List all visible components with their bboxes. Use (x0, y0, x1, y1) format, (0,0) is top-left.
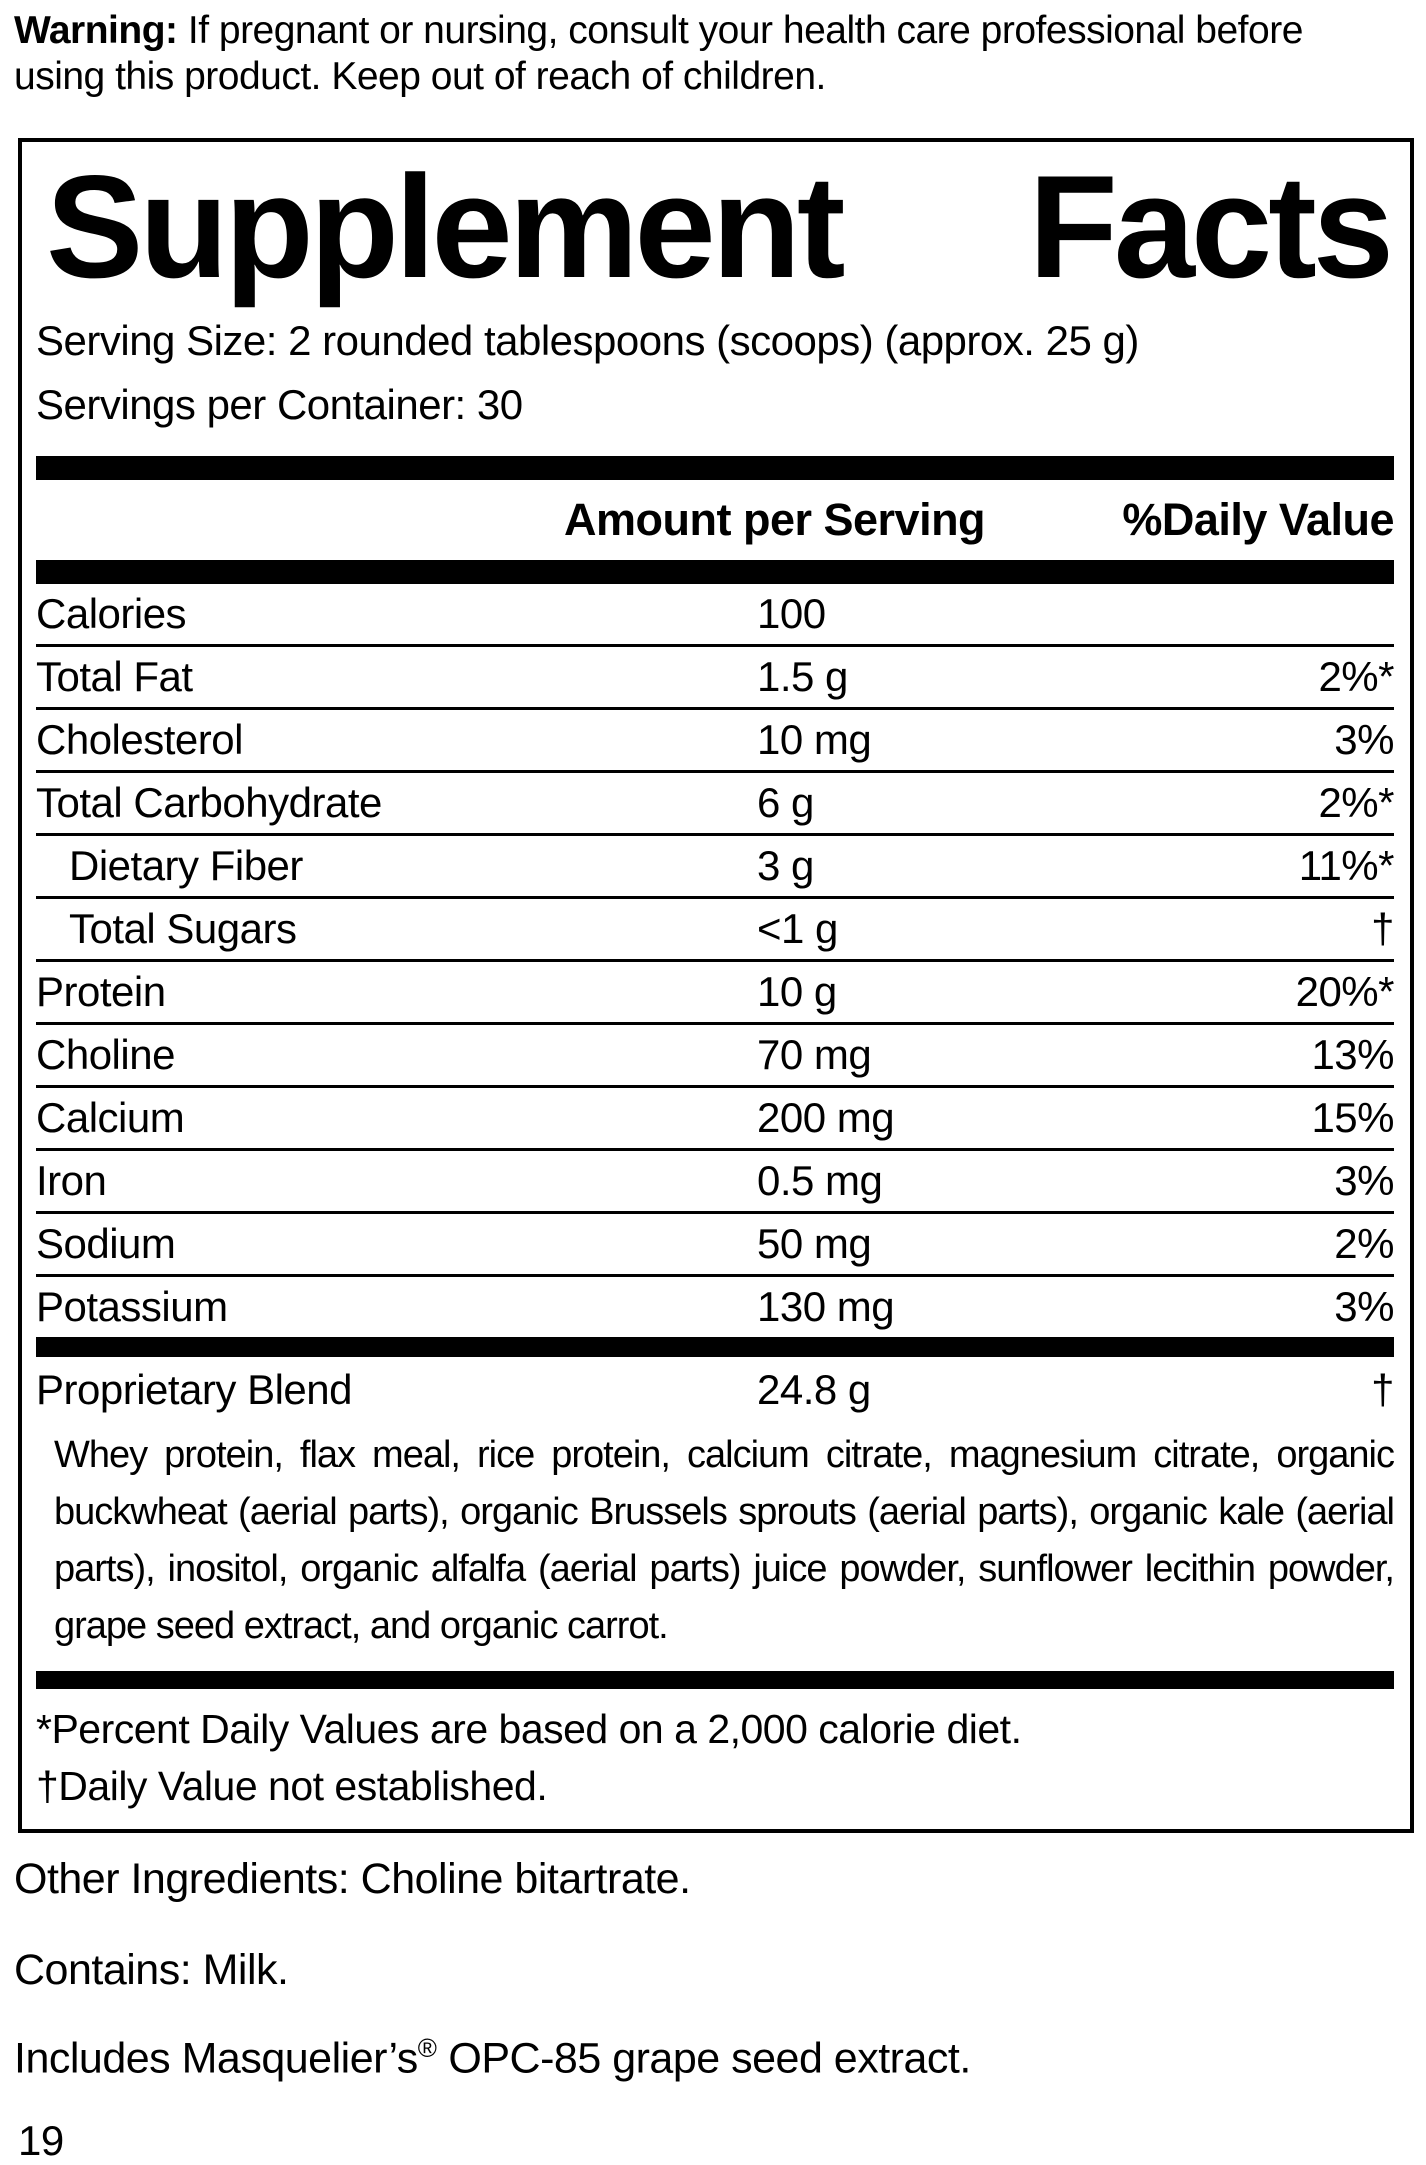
row-calories (36, 584, 1394, 644)
row-choline (36, 1022, 1394, 1085)
nutrient-amount: 24.8 g (757, 1366, 871, 1413)
supplement-facts-panel (18, 138, 1414, 1833)
nutrient-amount: 200 mg (757, 1094, 895, 1141)
nutrient-name: Protein (36, 968, 166, 1015)
row-calcium (36, 1085, 1394, 1148)
nutrient-name: Proprietary Blend (36, 1366, 352, 1413)
nutrient-amount: 1.5 g (757, 653, 848, 700)
nutrient-amount: 50 mg (757, 1220, 872, 1267)
contains-line: Contains: Milk. (14, 1946, 289, 1994)
includes-suffix: OPC-85 grape seed extract. (436, 2034, 971, 2083)
row-iron (36, 1148, 1394, 1211)
blend-description: Whey protein, flax meal, rice protein, calcium citrate, magnesium citrate, organic buckwheat (aerial parts), organic Brussels sprouts (aerial parts), organic kale (aerial parts), inositol, organic alfalfa (aerial parts) juice powder, sunflower lecithin powder, grape seed extract, and organic carrot. (54, 1434, 1394, 1647)
thick-divider-blend (36, 1337, 1394, 1357)
nutrient-amount: 10 g (757, 968, 837, 1015)
page-number: 19 (18, 2117, 64, 2165)
title-word-facts: Facts (1028, 145, 1390, 308)
footnote-asterisk: *Percent Daily Values are based on a 2,000 calorie diet. (36, 1706, 1022, 1752)
nutrient-dv: 15% (1311, 1094, 1394, 1141)
nutrient-dv: 13% (1311, 1031, 1394, 1078)
amount-per-serving-header: Amount per Serving (564, 494, 986, 545)
servings-per-container-line: Servings per Container: 30 (36, 381, 523, 428)
row-protein (36, 959, 1394, 1022)
nutrient-name: Choline (36, 1031, 175, 1078)
daily-value-header: %Daily Value (1122, 494, 1394, 545)
nutrient-dv: 2%* (1318, 779, 1394, 826)
column-header-row (36, 480, 1394, 560)
warning-label: Warning: (14, 9, 178, 52)
row-dietary-fiber (36, 833, 1394, 896)
footnote-dagger: †Daily Value not established. (36, 1763, 548, 1809)
nutrient-name: Cholesterol (36, 716, 243, 763)
nutrient-name: Calcium (36, 1094, 185, 1141)
thick-divider-top (36, 456, 1394, 480)
nutrient-name: Total Fat (36, 653, 193, 700)
row-total-fat (36, 644, 1394, 707)
nutrient-dv: † (1371, 1366, 1394, 1413)
nutrient-dv: 2%* (1318, 653, 1394, 700)
includes-line (14, 2033, 1426, 2083)
nutrient-name: Total Carbohydrate (36, 779, 382, 826)
nutrient-name: Calories (36, 590, 187, 637)
nutrient-dv: 2% (1334, 1220, 1394, 1267)
nutrient-dv: 3% (1334, 716, 1394, 763)
includes-prefix: Includes Masquelier’s (14, 2034, 418, 2083)
nutrient-name: Total Sugars (69, 905, 297, 952)
nutrient-dv: 20%* (1295, 968, 1394, 1015)
panel-title (36, 142, 1394, 308)
row-total-carbohydrate (36, 770, 1394, 833)
nutrient-amount: 100 (757, 590, 826, 637)
footnotes (36, 1701, 1394, 1815)
nutrient-amount: <1 g (757, 905, 838, 952)
thick-divider-footnotes (36, 1671, 1394, 1689)
nutrient-amount: 10 mg (757, 716, 872, 763)
nutrient-name: Potassium (36, 1283, 228, 1330)
nutrient-dv: 11%* (1298, 842, 1394, 889)
nutrient-dv: 3% (1334, 1157, 1394, 1204)
warning-text (14, 8, 1329, 100)
nutrient-amount: 3 g (757, 842, 814, 889)
row-cholesterol (36, 707, 1394, 770)
thick-divider-header (36, 560, 1394, 584)
row-potassium (36, 1274, 1394, 1337)
below-panel-text (14, 1855, 1426, 2165)
nutrient-amount: 130 mg (757, 1283, 895, 1330)
nutrient-name: Dietary Fiber (69, 842, 303, 889)
row-proprietary-blend (36, 1357, 1394, 1423)
row-sodium (36, 1211, 1394, 1274)
nutrient-name: Iron (36, 1157, 107, 1204)
nutrient-name: Sodium (36, 1220, 176, 1267)
serving-size-line: Serving Size: 2 rounded tablespoons (scoops) (approx. 25 g) (36, 317, 1139, 364)
row-total-sugars (36, 896, 1394, 959)
nutrient-dv: 3% (1334, 1283, 1394, 1330)
nutrient-amount: 0.5 mg (757, 1157, 883, 1204)
title-word-supplement: Supplement (46, 145, 842, 308)
registered-trademark-symbol: ® (417, 2033, 437, 2063)
nutrient-dv: † (1371, 905, 1394, 952)
warning-body: If pregnant or nursing, consult your health care professional before using this product. Keep out of reach of children. (14, 9, 1303, 98)
nutrient-amount: 70 mg (757, 1031, 872, 1078)
nutrient-amount: 6 g (757, 779, 814, 826)
other-ingredients-line: Other Ingredients: Choline bitartrate. (14, 1855, 691, 1903)
